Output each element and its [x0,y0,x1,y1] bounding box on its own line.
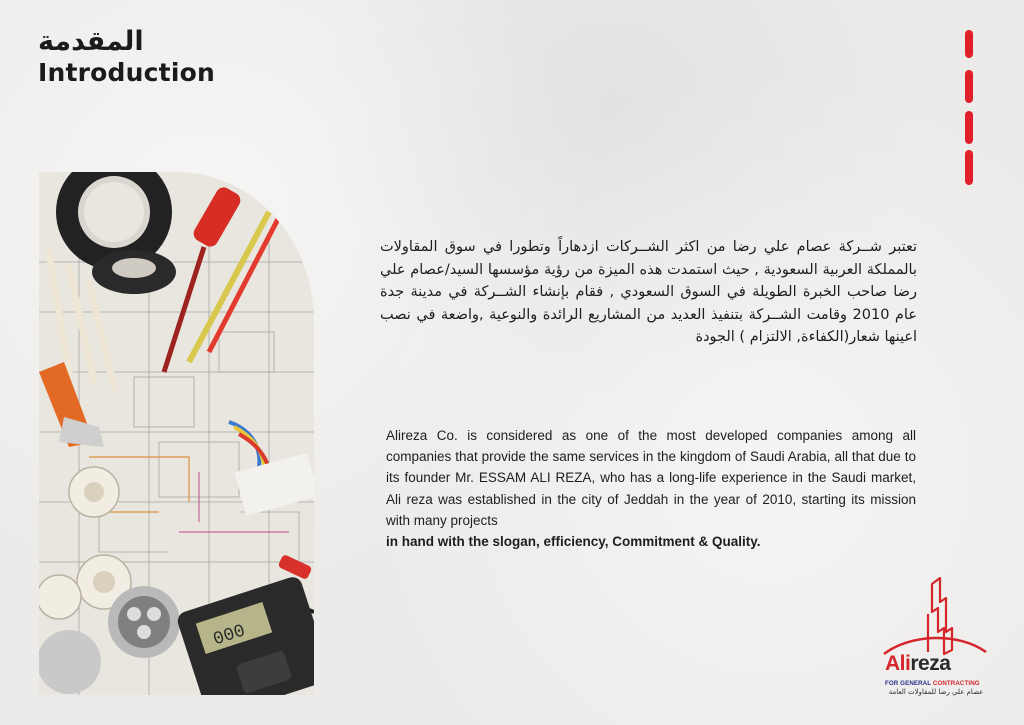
logo-name-part2: reza [910,652,951,675]
dash-2 [965,70,973,103]
logo-tagline-part1: FOR GENERAL [885,680,932,687]
dash-1 [965,30,973,58]
logo-arabic-name: عصام علي رضا للمقاولات العامة [888,688,984,696]
dash-4 [965,150,973,185]
svg-text:000: 000 [210,621,248,651]
intro-paragraph-english [386,425,916,552]
intro-english-main: Alireza Co. is considered as one of the most developed companies among all companies that provide the same services in the kingdom of Saudi Arabia, all that due to its founder Mr. ESSAM ALI REZA, who has a long-life experience in the Saudi market, Ali reza was established in the city of Jeddah in the year of 2010, starting its mission with many projects [386,428,916,528]
electrical-tools-image [39,172,314,695]
dash-3 [965,111,973,144]
page-title: Introduction [38,58,215,87]
logo-tagline [885,680,995,687]
logo-tagline-part2: CONTRACTING [932,680,980,687]
page-title-arabic: المقدمة [38,26,144,57]
logo-name [885,652,985,676]
intro-paragraph-arabic: تعتبر شــركة عصام علي رضا من اكثر الشــركات ازدهاراً وتطورا في سوق المقاولات بالمملكة العربية السعودية , حيث استمدت هذه الميزة من رؤية مؤسسها السيد/عصام علي رضا صاحب الخبرة الطويلة في السوق السعودي , فقام بإنشاء الشــركة في مدينة جدة عام 2010 وقامت الشــركة بتنفيذ العديد من المشاريع الرائدة والنوعية ,واضعة في نصب اعينها شعار(الكفاءة, الالتزام ) الجودة [380,239,917,345]
hero-photo [39,172,314,695]
intro-english-last-line: in hand with the slogan, efficiency, Commitment & Quality. [386,534,761,550]
logo-name-part1: Ali [885,652,911,675]
